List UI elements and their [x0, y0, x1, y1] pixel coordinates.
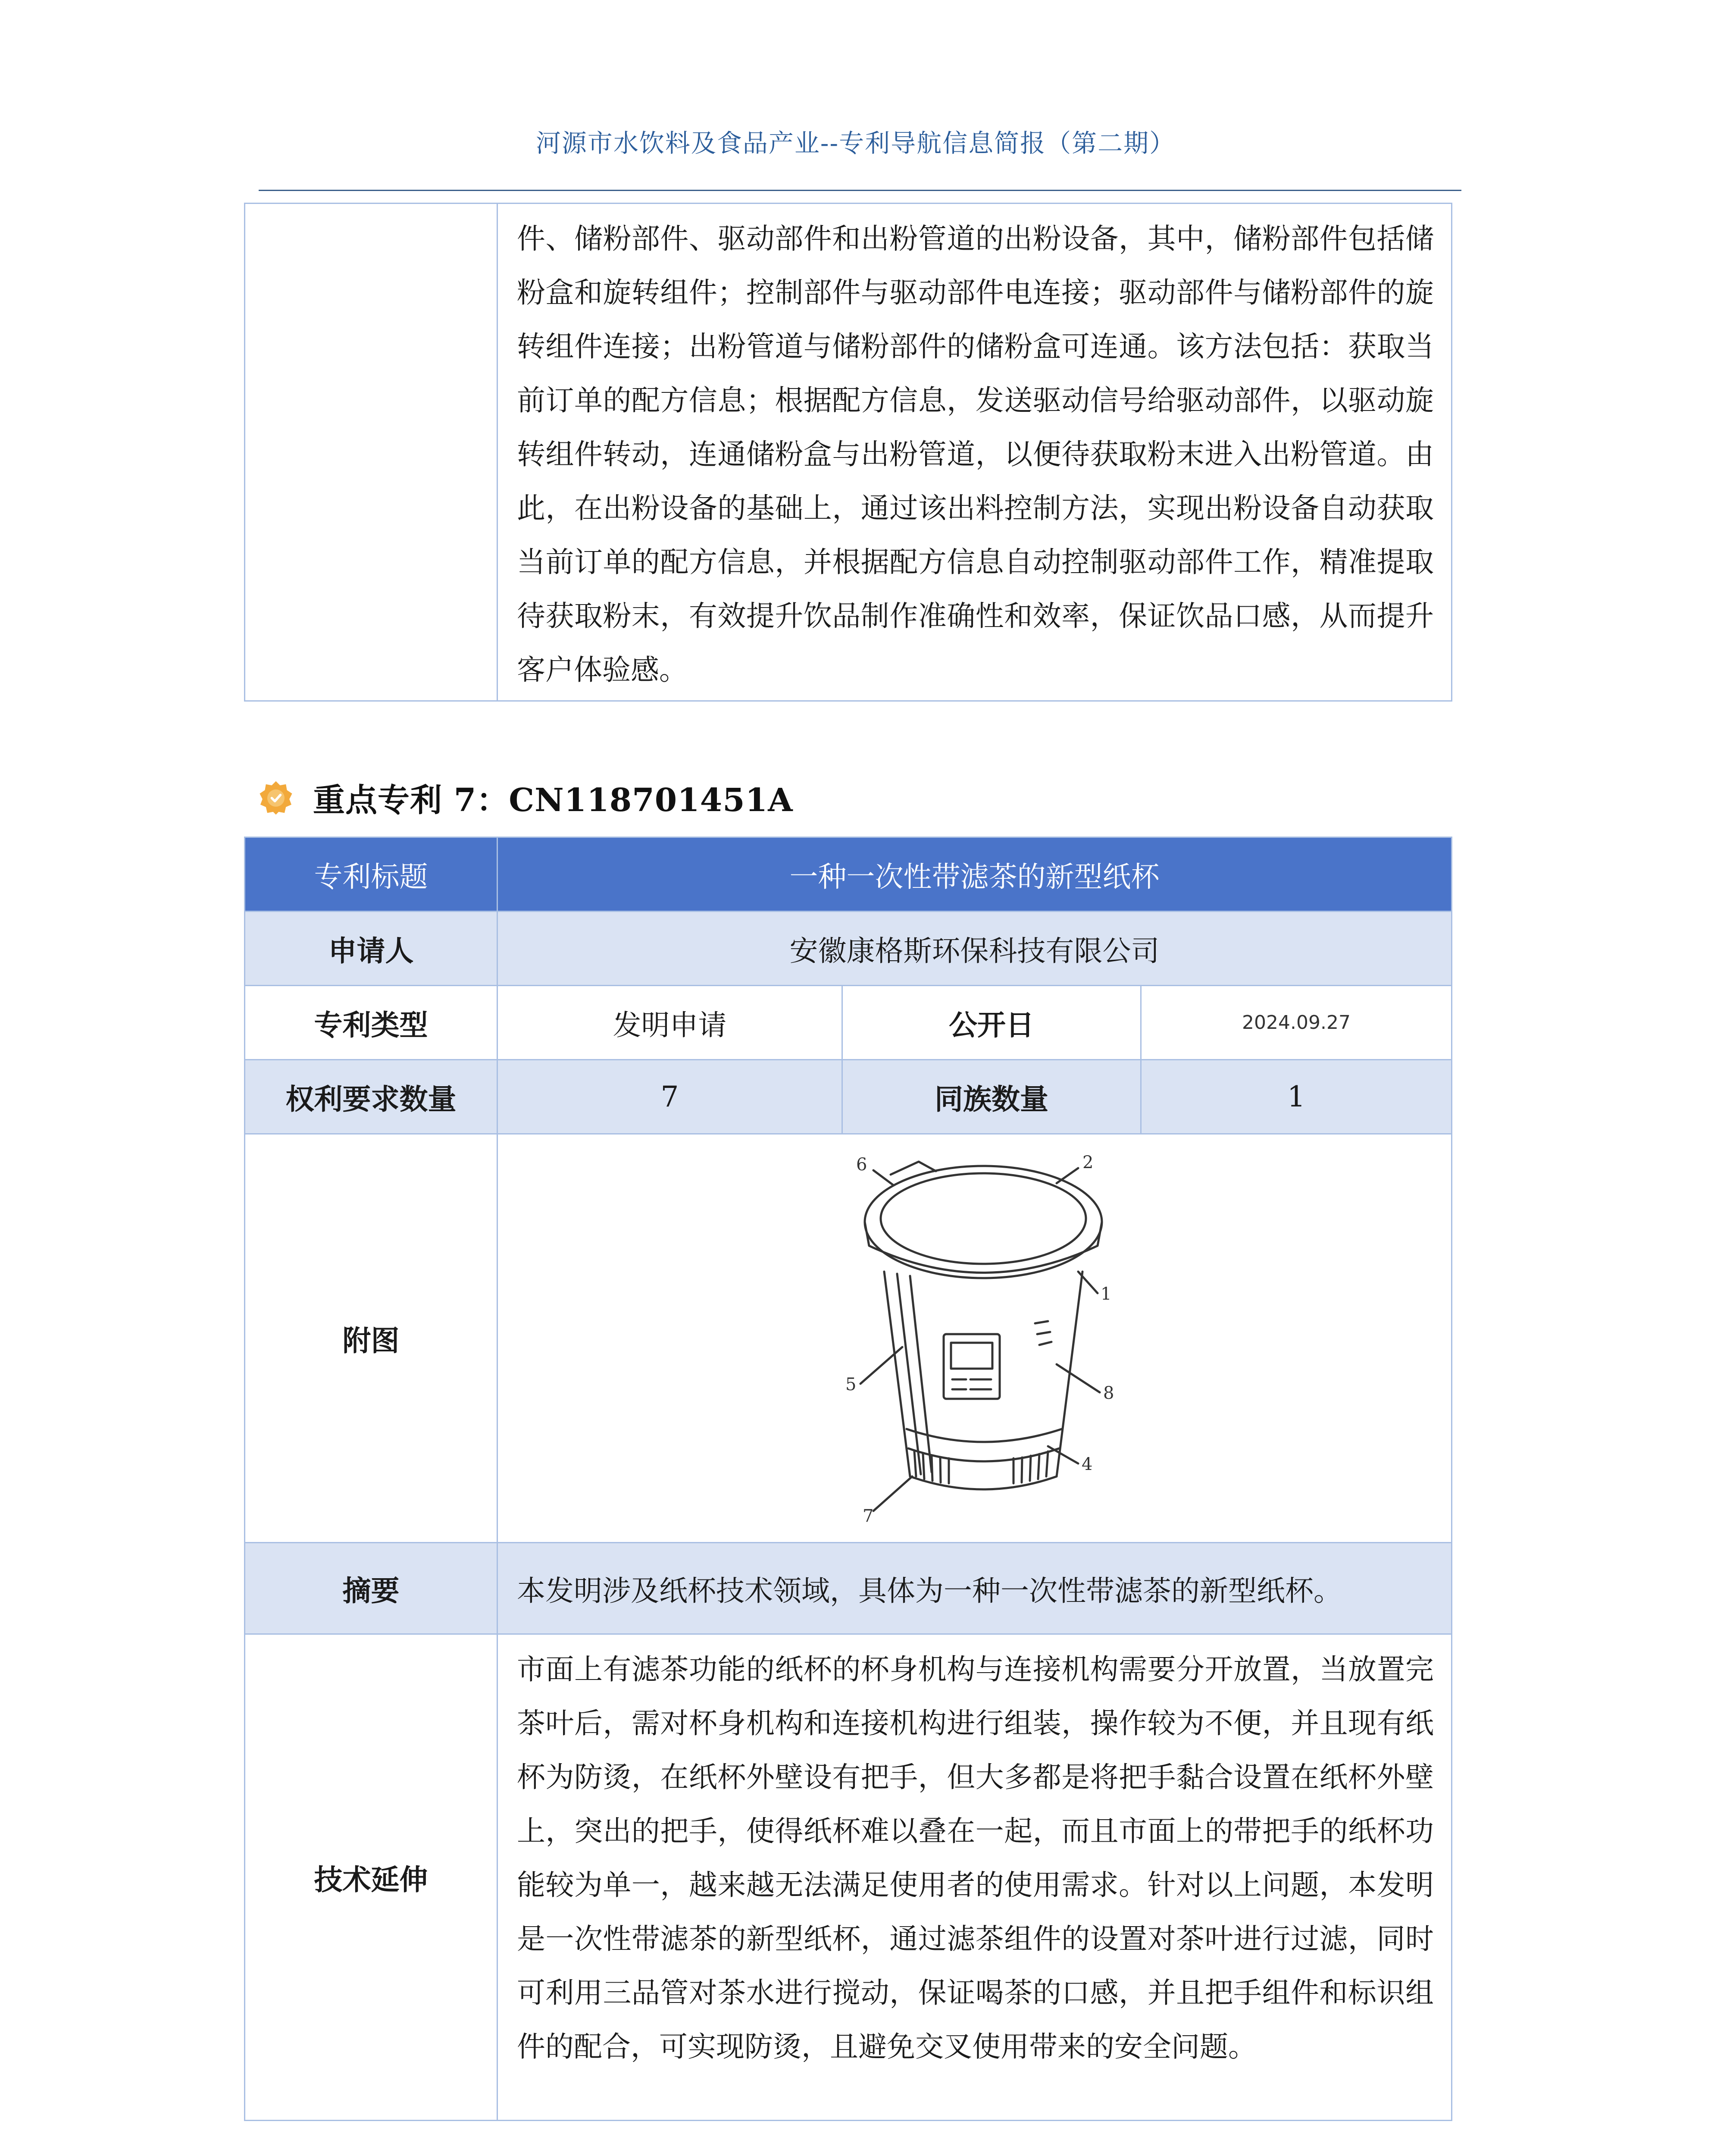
callout-1: 1: [1100, 1284, 1111, 1304]
title-label: 专利标题: [245, 837, 497, 912]
type-label: 专利类型: [245, 986, 497, 1060]
applicant-label: 申请人: [245, 912, 497, 986]
abstract-label: 摘要: [245, 1543, 497, 1634]
title-value: 一种一次性带滤茶的新型纸杯: [497, 837, 1452, 912]
callout-7: 7: [862, 1506, 873, 1526]
applicant-value: 安徽康格斯环保科技有限公司: [497, 912, 1452, 986]
table-cell-empty: [245, 204, 497, 701]
claims-value: 7: [497, 1060, 842, 1134]
page-header-title: 河源市水饮料及食品产业--专利导航信息简报（第二期）: [535, 128, 1176, 158]
figure-cell: [497, 1134, 1452, 1543]
pub-date-label: 公开日: [842, 986, 1141, 1060]
callout-8: 8: [1103, 1383, 1114, 1403]
table-row: [245, 1543, 1452, 1634]
table-row: [245, 204, 1452, 701]
callout-6: 6: [856, 1154, 867, 1175]
table-row: [245, 1060, 1452, 1134]
extension-value: 市面上有滤茶功能的纸杯的杯身机构与连接机构需要分开放置，当放置完茶叶后，需对杯身机构和连接机构进行组装，操作较为不便，并且现有纸杯为防烫，在纸杯外壁设有把手，但大多都是将把手黏合设置在纸杯外壁上，突出的把手，使得纸杯难以叠在一起，而且市面上的带把手的纸杯功能较为单一，越来越无法满足使用者的使用需求。针对以上问题，本发明是一次性带滤茶的新型纸杯，通过滤茶组件的设置对茶叶进行过滤，同时可利用三品管对茶水进行搅动，保证喝茶的口感，并且把手组件和标识组件的配合，可实现防烫，且避免交叉使用带来的安全问题。: [497, 1634, 1452, 2121]
table-row: [245, 837, 1452, 912]
pub-date-value: 2024.09.27: [1141, 986, 1452, 1060]
callout-2: 2: [1082, 1152, 1093, 1172]
check-badge-icon: [259, 780, 293, 815]
section-title: 重点专利 7：CN118701451A: [313, 782, 793, 819]
header-rule: [259, 190, 1461, 191]
patent-drawing-paper-cup: [781, 1144, 1169, 1532]
abstract-value: 本发明涉及纸杯技术领域，具体为一种一次性带滤茶的新型纸杯。: [497, 1543, 1452, 1634]
patent-table: [244, 837, 1452, 2121]
figure-label: 附图: [245, 1134, 497, 1543]
continued-table: [244, 203, 1452, 702]
table-row: [245, 912, 1452, 986]
callout-4: 4: [1081, 1454, 1092, 1474]
callout-5: 5: [845, 1374, 856, 1395]
continued-text: 件、储粉部件、驱动部件和出粉管道的出粉设备，其中，储粉部件包括储粉盒和旋转组件；控制部件与驱动部件电连接；驱动部件与储粉部件的旋转组件连接；出粉管道与储粉部件的储粉盒可连通。该方法包括：获取当前订单的配方信息；根据配方信息，发送驱动信号给驱动部件，以驱动旋转组件转动，连通储粉盒与出粉管道，以便待获取粉末进入出粉管道。由此，在出粉设备的基础上，通过该出料控制方法，实现出粉设备自动获取当前订单的配方信息，并根据配方信息自动控制驱动部件工作，精准提取待获取粉末，有效提升饮品制作准确性和效率，保证饮品口感，从而提升客户体验感。: [497, 204, 1452, 701]
family-label: 同族数量: [842, 1060, 1141, 1134]
family-value: 1: [1141, 1060, 1452, 1134]
type-value: 发明申请: [497, 986, 842, 1060]
claims-label: 权利要求数量: [245, 1060, 497, 1134]
table-row: [245, 986, 1452, 1060]
table-row: [245, 1634, 1452, 2121]
section-heading: [259, 772, 793, 824]
table-row: [245, 1134, 1452, 1543]
extension-label: 技术延伸: [245, 1634, 497, 2121]
